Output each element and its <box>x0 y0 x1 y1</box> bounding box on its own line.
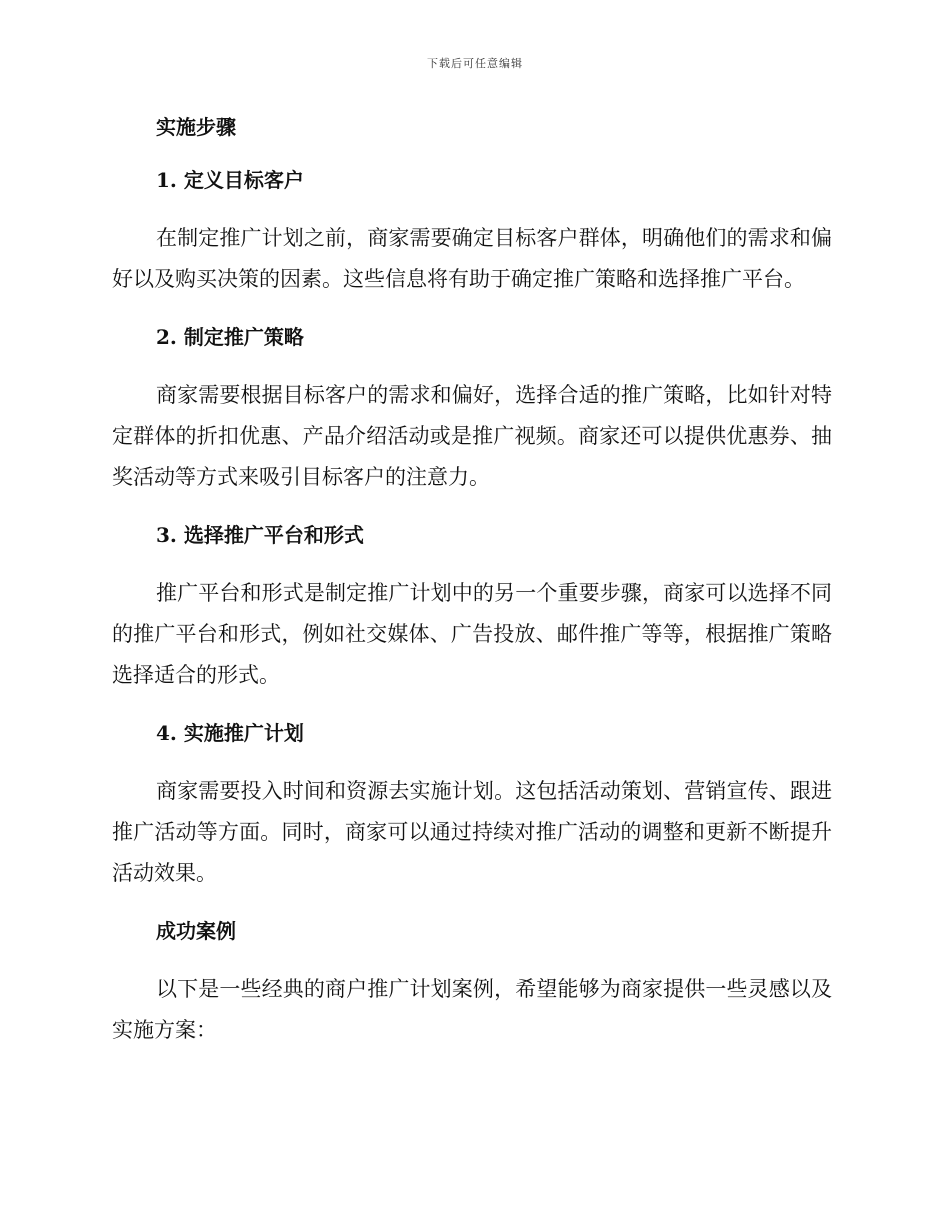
step1-heading: 1. 定义目标客户 <box>156 168 304 192</box>
page-header-note: 下载后可任意编辑 <box>427 57 523 70</box>
step2-heading: 2. 制定推广策略 <box>156 325 304 349</box>
step3-heading: 3. 选择推广平台和形式 <box>156 523 364 547</box>
step4-paragraph: 商家需要投入时间和资源去实施计划。这包括活动策划、营销宣传、跟进推广活动等方面。同时，商家可以通过持续对推广活动的调整和更新不断提升活动效果。 <box>112 779 832 885</box>
section-heading-cases: 成功案例 <box>156 919 236 943</box>
step4-heading: 4. 实施推广计划 <box>156 721 304 745</box>
step3-paragraph: 推广平台和形式是制定推广计划中的另一个重要步骤，商家可以选择不同的推广平台和形式，例如社交媒体、广告投放、邮件推广等等，根据推广策略选择适合的形式。 <box>112 581 832 687</box>
document-body <box>112 112 832 1051</box>
cases-paragraph: 以下是一些经典的商户推广计划案例，希望能够为商家提供一些灵感以及实施方案： <box>112 977 832 1042</box>
step2-paragraph: 商家需要根据目标客户的需求和偏好，选择合适的推广策略，比如针对特定群体的折扣优惠、产品介绍活动或是推广视频。商家还可以提供优惠券、抽奖活动等方式来吸引目标客户的注意力。 <box>112 383 832 489</box>
section-heading-steps: 实施步骤 <box>156 115 236 139</box>
step1-paragraph: 在制定推广计划之前，商家需要确定目标客户群体，明确他们的需求和偏好以及购买决策的因素。这些信息将有助于确定推广策略和选择推广平台。 <box>112 226 832 291</box>
